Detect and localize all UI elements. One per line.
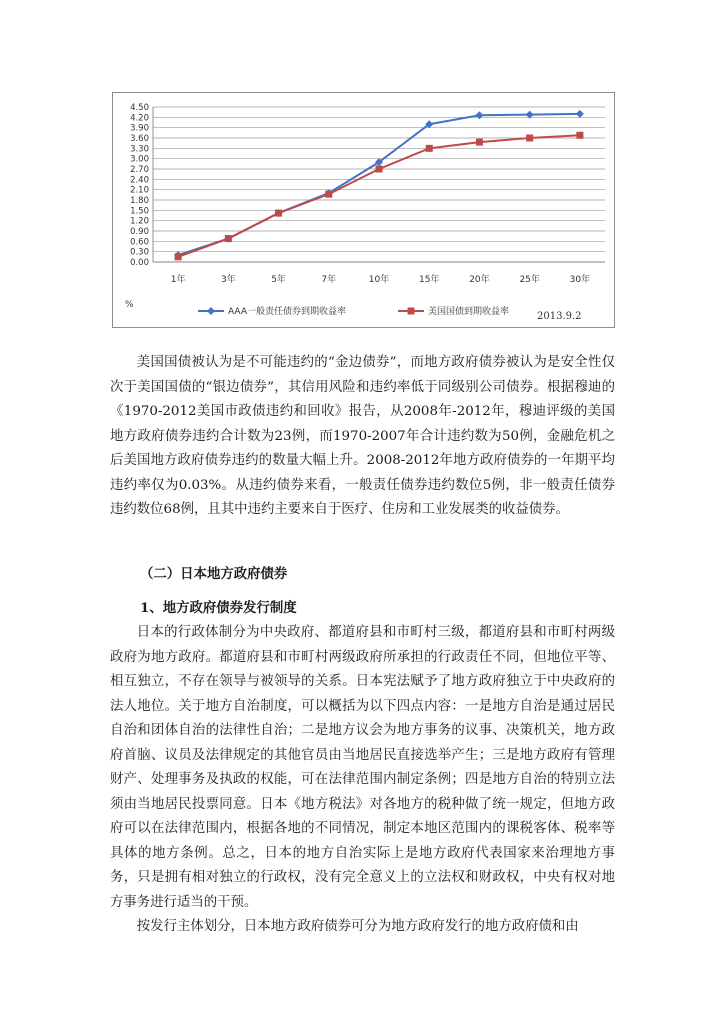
section-heading: （二）日本地方政府债券 [140, 566, 288, 582]
x-tick-label: 5年 [271, 275, 286, 285]
legend-marker-2 [408, 308, 415, 315]
y-tick-label: 1.20 [130, 216, 149, 227]
legend-label-2: 美国国债到期收益率 [428, 307, 510, 317]
series-2-point [526, 135, 533, 142]
yield-chart [112, 92, 615, 328]
y-tick-label: 3.30 [130, 144, 149, 155]
paragraph-us-bonds: 美国国债被认为是不可能违约的“金边债券”，而地方政府债券被认为是安全性仅次于美国国债的“银边债券”，其信用风险和违约率低于同级别公司债券。根据穆迪的《1970-2012美国市政债违约和回收》报告，从2008年-2012年，穆迪评级的美国地方政府债券违约合计数为23例，而1970-2007年合计违约数为50例，金融危机之后美国地方政府债券违约的数量大幅上升。2008-2012年地方政府债券的一年期平均违约率仅为0.03%。从违约债券来看，一般责任债券违约数位5例，非一般责任债券违约数位68例，且其中违约主要来自于医疗、住房和工业发展类的收益债券。 [110, 355, 615, 517]
series-1-point [576, 110, 584, 118]
series-2-point [426, 145, 433, 152]
y-tick-label: 0.00 [130, 258, 149, 268]
series-2-point [325, 191, 332, 198]
x-tick-label: 1年 [170, 275, 186, 285]
y-tick-label: 3.90 [130, 123, 149, 134]
paragraph-japan-admin: 日本的行政体制分为中央政府、都道府县和市町村三级，都道府县和市町村两级政府为地方政府。都道府县和市町村两级政府所承担的行政责任不同，但地位平等、相互独立，不存在领导与被领导的关系。日本宪法赋予了地方政府独立于中央政府的法人地位。关于地方自治制度，可以概括为以下四点内容：一是地方自治是通过居民自治和团体自治的法律性自治；二是地方议会为地方事务的议事、决策机关，地方政府首脑、议员及法律规定的其他官员由当地居民直接选举产生；三是地方政府有管理财产、处理事务及执政的权能，可在法律范围内制定条例；四是地方自治的特别立法须由当地居民投票同意。日本《地方税法》对各地方的税种做了统一规定，但地方政府可以在法律范围内，根据各地的不同情况，制定本地区范围内的课税客体、税率等具体的地方条例。总之，日本的地方自治实际上是地方政府代表国家来治理地方事务，只是拥有相对独立的行政权，没有完全意义上的立法权和财政权，中央有权对地方事务进行适当的干预。 [110, 625, 615, 910]
y-tick-label: 0.30 [130, 247, 149, 258]
chart-date-note: 2013.9.2 [537, 311, 582, 322]
y-tick-label: 0.90 [130, 227, 149, 237]
y-unit-label: % [125, 300, 134, 310]
y-tick-label: 4.20 [130, 113, 149, 124]
x-tick-label: 15年 [418, 275, 440, 285]
subheading: 1、地方政府债券发行制度 [140, 600, 297, 616]
x-tick-label: 7年 [321, 275, 337, 285]
x-tick-label: 3年 [220, 275, 236, 285]
y-tick-label: 2.70 [130, 165, 149, 175]
series-2-point [175, 253, 182, 260]
x-tick-label: 10年 [368, 275, 390, 285]
y-tick-label: 3.60 [130, 134, 149, 144]
y-tick-label: 3.00 [130, 154, 149, 165]
y-tick-label: 0.60 [130, 237, 149, 248]
x-tick-label: 25年 [519, 275, 540, 285]
paragraph-japan-block [110, 621, 615, 940]
series-2-point [275, 210, 282, 217]
y-tick-label: 4.50 [130, 103, 149, 113]
series-2-point [376, 166, 383, 173]
paragraph-japan-issuer: 按发行主体划分，日本地方政府债券可分为地方政府发行的地方政府债和由 [136, 919, 579, 934]
y-tick-label: 1.50 [130, 206, 149, 217]
series-2-point [225, 235, 232, 242]
x-tick-label: 20年 [469, 275, 490, 285]
series-1-point [475, 111, 483, 119]
series-2-point [476, 139, 483, 146]
y-tick-label: 1.80 [130, 196, 149, 206]
x-tick-label: 30年 [569, 275, 591, 285]
series-line-2 [178, 135, 580, 257]
y-tick-label: 2.10 [130, 185, 149, 196]
legend-marker-1 [207, 307, 215, 315]
series-2-point [576, 132, 583, 139]
paragraph-us-bonds-block [110, 351, 615, 523]
legend-label-1: AAA一般责任债券到期收益率 [228, 307, 346, 317]
y-tick-label: 2.40 [130, 175, 149, 186]
yield-chart-svg [113, 93, 616, 329]
